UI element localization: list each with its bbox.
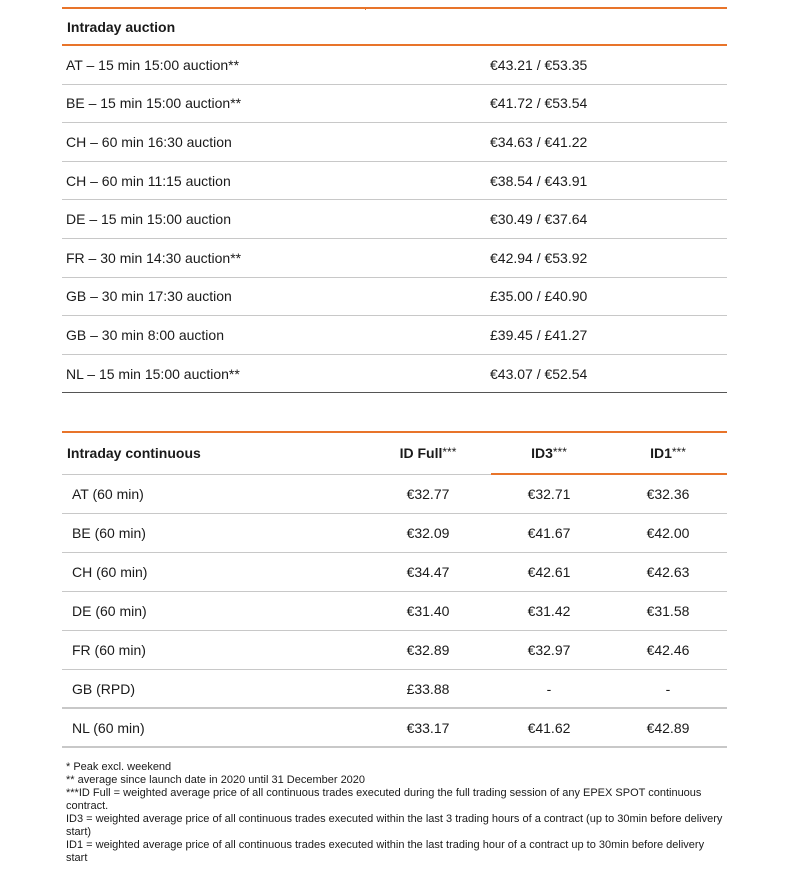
table-row [62,200,727,239]
column-header-id1: ID1*** [650,445,686,461]
table-row [62,631,727,670]
id-full-price: €33.17 [406,719,450,736]
id-full-price: £33.88 [406,680,450,697]
footnote: ***ID Full = weighted average price of all continuous trades executed during the full trading session of any EPEX SPOT continuous contract. [66,787,702,812]
auction-price: €30.49 / €37.64 [490,211,588,228]
table-row [62,46,727,85]
table-row [62,592,727,631]
continuous-table-title: Intraday continuous [67,445,201,461]
auction-label: AT – 15 min 15:00 auction** [66,56,240,73]
id1-price: €42.89 [646,719,690,736]
intraday-auction-table [62,7,727,393]
table-row [62,709,727,748]
id-full-price: €34.47 [406,564,450,580]
id-full-price: €32.77 [406,486,450,502]
table-row [62,475,727,514]
auction-price: €42.94 / €53.92 [490,249,588,266]
table-row [62,239,727,278]
auction-price: £35.00 / £40.90 [490,288,588,305]
id-full-price: €31.40 [406,603,450,619]
market-label: NL (60 min) [72,719,145,736]
auction-price: €38.54 / €43.91 [490,172,588,189]
auction-table-body [62,46,727,393]
id1-price: €42.00 [646,525,690,541]
table-row [62,514,727,553]
id1-price: €42.63 [646,564,690,580]
table-row [62,553,727,592]
footnote: ID1 = weighted average price of all continuous trades executed within the last trading hour of a contract up to 30min before delivery start [66,839,705,864]
id3-price: - [546,680,552,697]
auction-label: FR – 30 min 14:30 auction** [66,249,242,266]
table-row [62,355,727,394]
auction-price: €41.72 / €53.54 [490,95,588,112]
id-full-price: €32.89 [406,642,450,658]
auction-label: GB – 30 min 8:00 auction [66,326,224,343]
market-label: DE (60 min) [72,603,147,619]
header-accent-underline [491,473,727,475]
auction-label: BE – 15 min 15:00 auction** [66,95,242,112]
column-header-id3: ID3*** [531,445,567,461]
footnote: ID3 = weighted average price of all continuous trades executed within the last 3 trading hours of a contract (up to 30min before delivery start) [66,813,723,838]
auction-table-title: Intraday auction [67,18,176,35]
continuous-table-body [62,475,727,748]
market-label: GB (RPD) [72,680,135,697]
footnotes [62,761,727,865]
auction-price: £39.45 / £41.27 [490,326,588,343]
table-row [62,670,727,709]
auction-price: €43.07 / €52.54 [490,365,588,382]
id1-price: €31.58 [646,603,690,619]
header-divider-tick [365,7,366,10]
market-label: AT (60 min) [72,486,144,502]
table-row [62,85,727,124]
column-header-id-full: ID Full*** [399,445,457,461]
footnote: ** average since launch date in 2020 until 31 December 2020 [66,774,366,786]
table-row [62,123,727,162]
auction-label: DE – 15 min 15:00 auction [66,211,231,228]
id3-price: €32.71 [527,486,571,502]
table-row [62,316,727,355]
market-label: CH (60 min) [72,564,148,580]
id3-price: €32.97 [527,642,571,658]
auction-label: NL – 15 min 15:00 auction** [66,365,240,382]
auction-label: CH – 60 min 16:30 auction [66,133,232,150]
auction-price: €34.63 / €41.22 [490,133,588,150]
auction-label: GB – 30 min 17:30 auction [66,288,232,305]
auction-price: €43.21 / €53.35 [490,56,588,73]
market-label: BE (60 min) [72,525,146,541]
auction-table-header [62,7,727,46]
id3-price: €31.42 [527,603,571,619]
table-row [62,278,727,317]
auction-label: CH – 60 min 11:15 auction [66,172,231,189]
id3-price: €41.67 [527,525,571,541]
id-full-price: €32.09 [406,525,450,541]
id3-price: €41.62 [527,719,571,736]
id1-price: - [665,680,671,697]
intraday-continuous-table [62,431,727,748]
footnote: * Peak excl. weekend [66,761,172,773]
id1-price: €32.36 [646,486,690,502]
continuous-table-header [62,431,727,473]
market-label: FR (60 min) [72,642,146,658]
id1-price: €42.46 [646,642,690,658]
table-row [62,162,727,201]
id3-price: €42.61 [527,564,571,580]
